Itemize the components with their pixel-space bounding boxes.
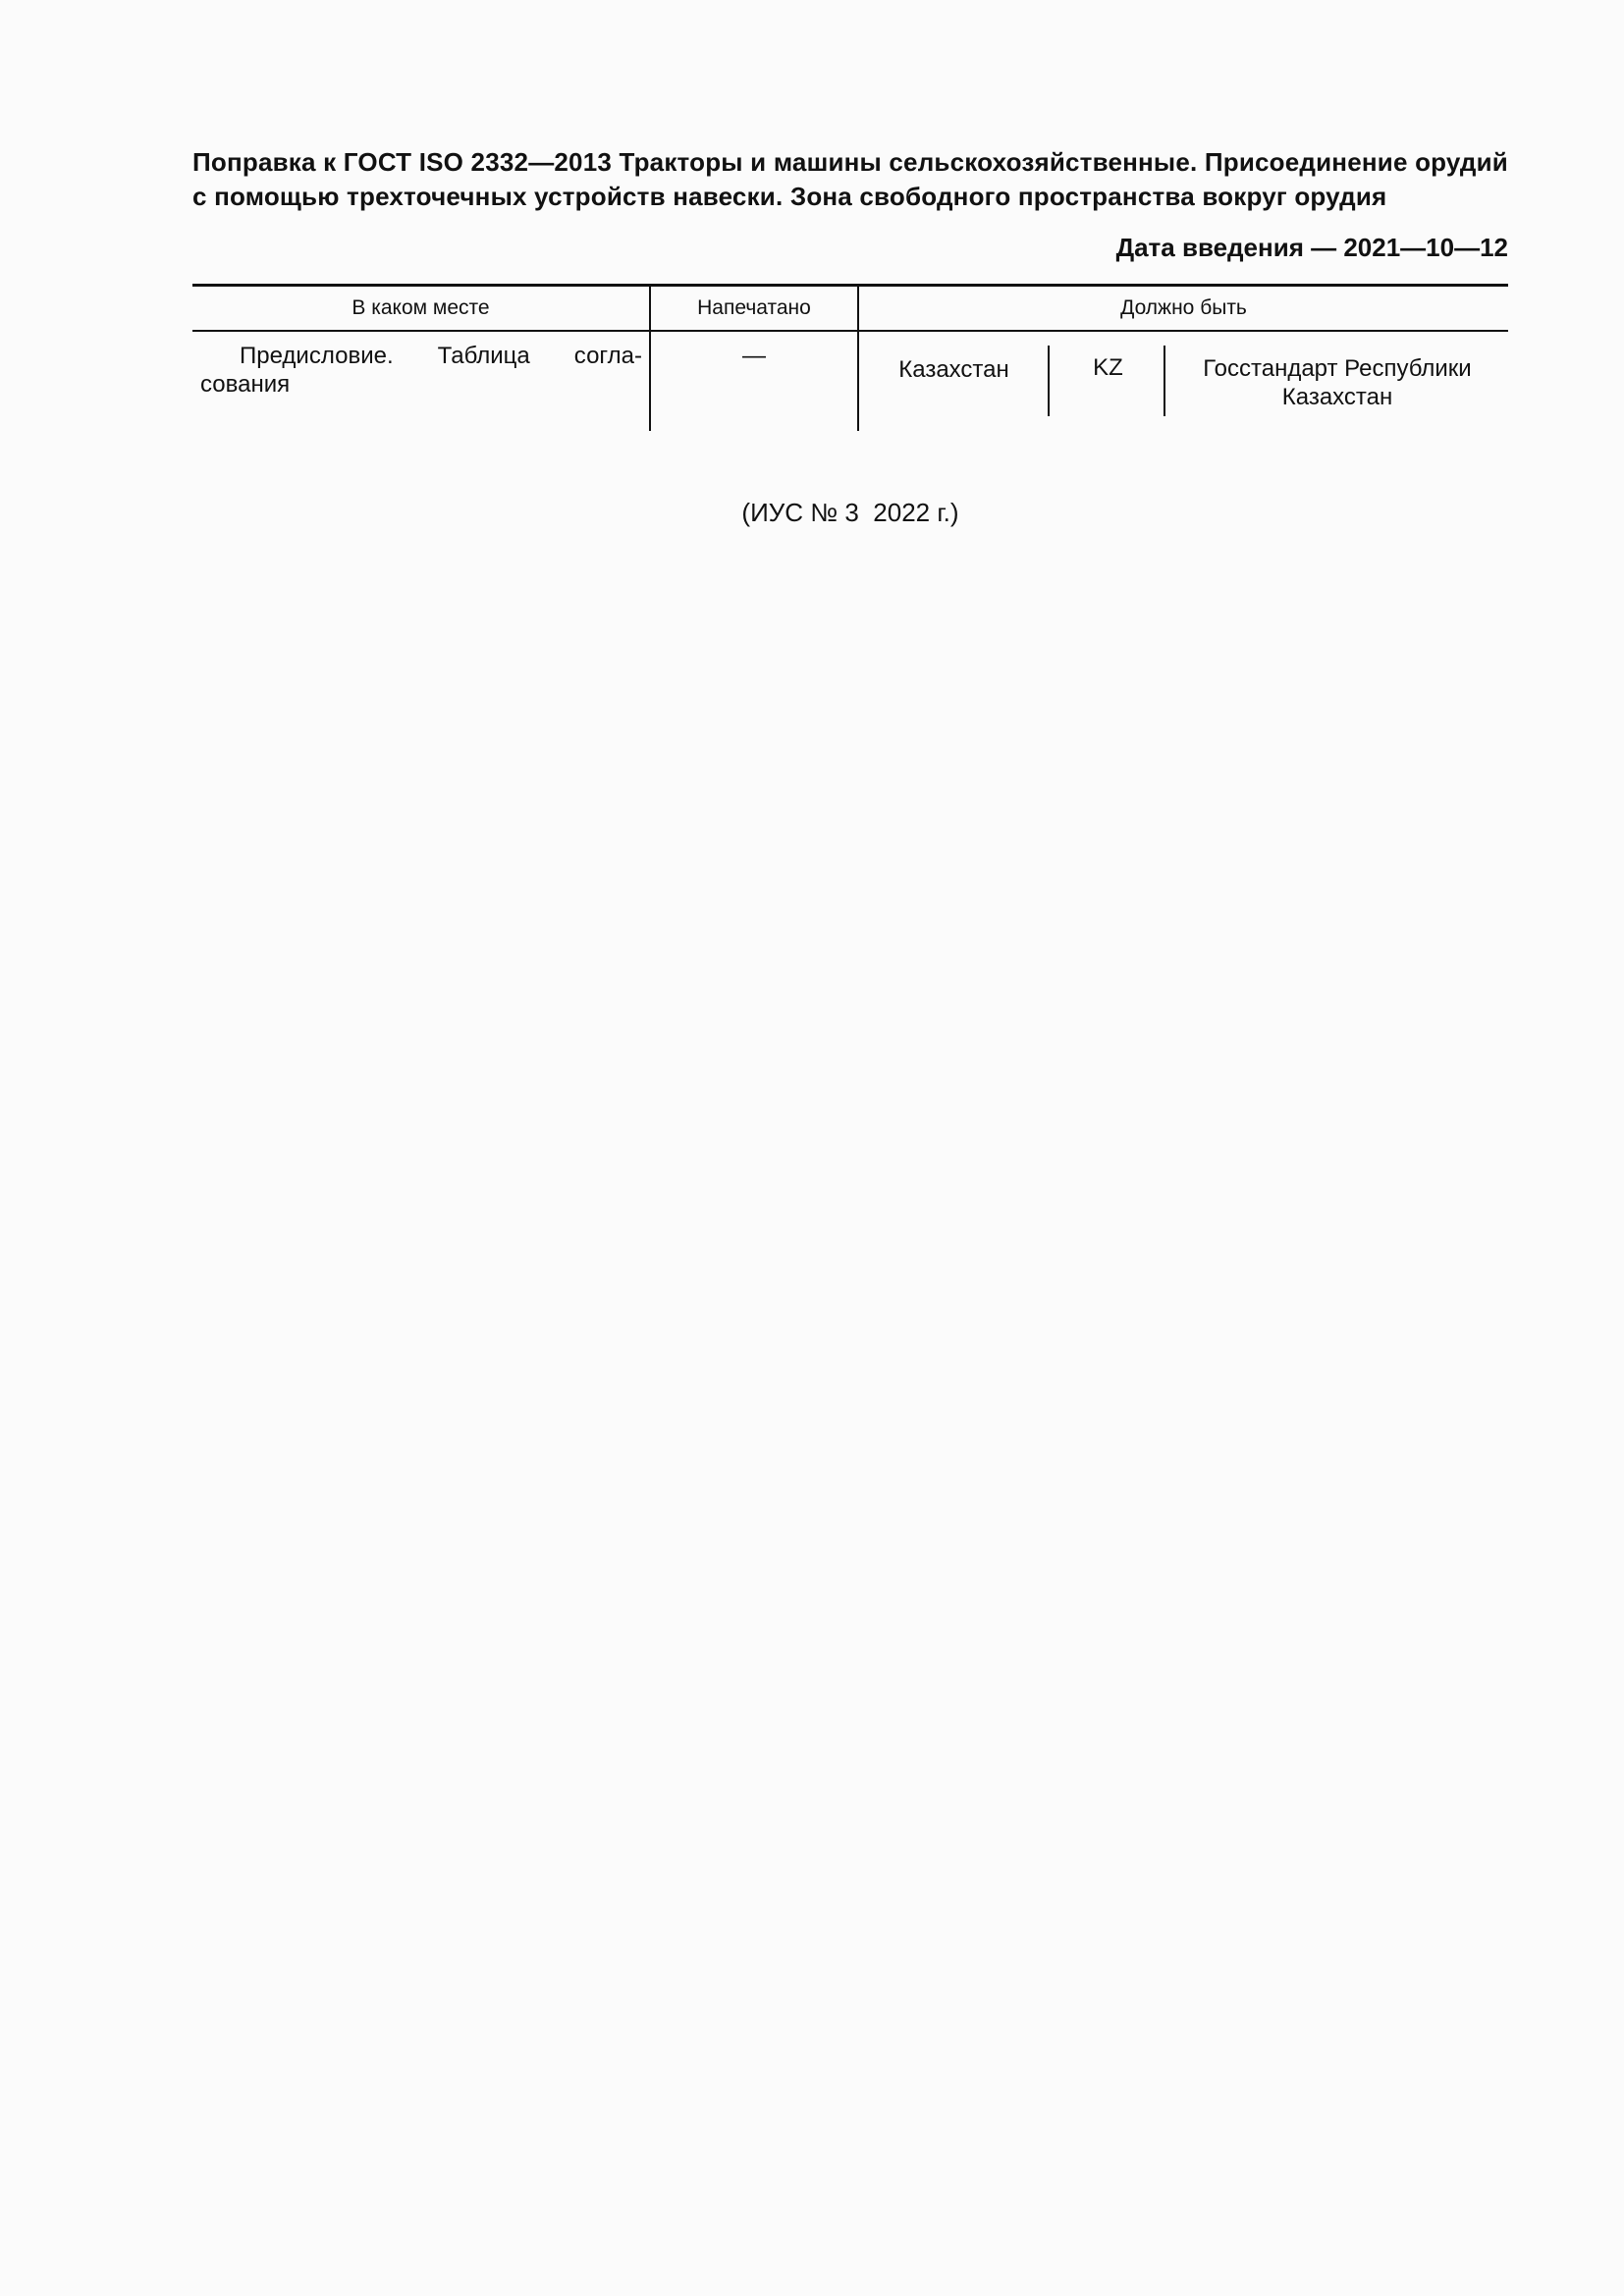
ius-reference: (ИУС № 3 2022 г.)	[741, 498, 959, 527]
amendment-page	[192, 145, 1508, 431]
header-printed: Напечатано	[697, 296, 811, 319]
header-place: В каком месте	[352, 296, 490, 319]
cell-place: Предисловие. Таблица согласования	[200, 343, 642, 398]
table-top-rule	[192, 284, 1508, 287]
document-title: Поправка к ГОСТ ISO 2332—2013 Тракторы и машины сельскохозяйственные. Присоединение орудий с помощью трехточечных устройств навески. Зона свободного пространства вокруг орудия	[192, 147, 1508, 211]
cell-country-code: KZ	[1093, 354, 1123, 381]
table-header-rule	[192, 330, 1508, 332]
amendment-table	[192, 284, 1508, 431]
cell-printed: —	[742, 343, 766, 369]
cell-country: Казахстан	[898, 356, 1009, 383]
cell-standards-body: Госстандарт Республики Казахстан	[1203, 355, 1472, 410]
effective-date: Дата введения — 2021—10—12	[1115, 233, 1508, 262]
header-should-be: Должно быть	[1120, 296, 1247, 319]
